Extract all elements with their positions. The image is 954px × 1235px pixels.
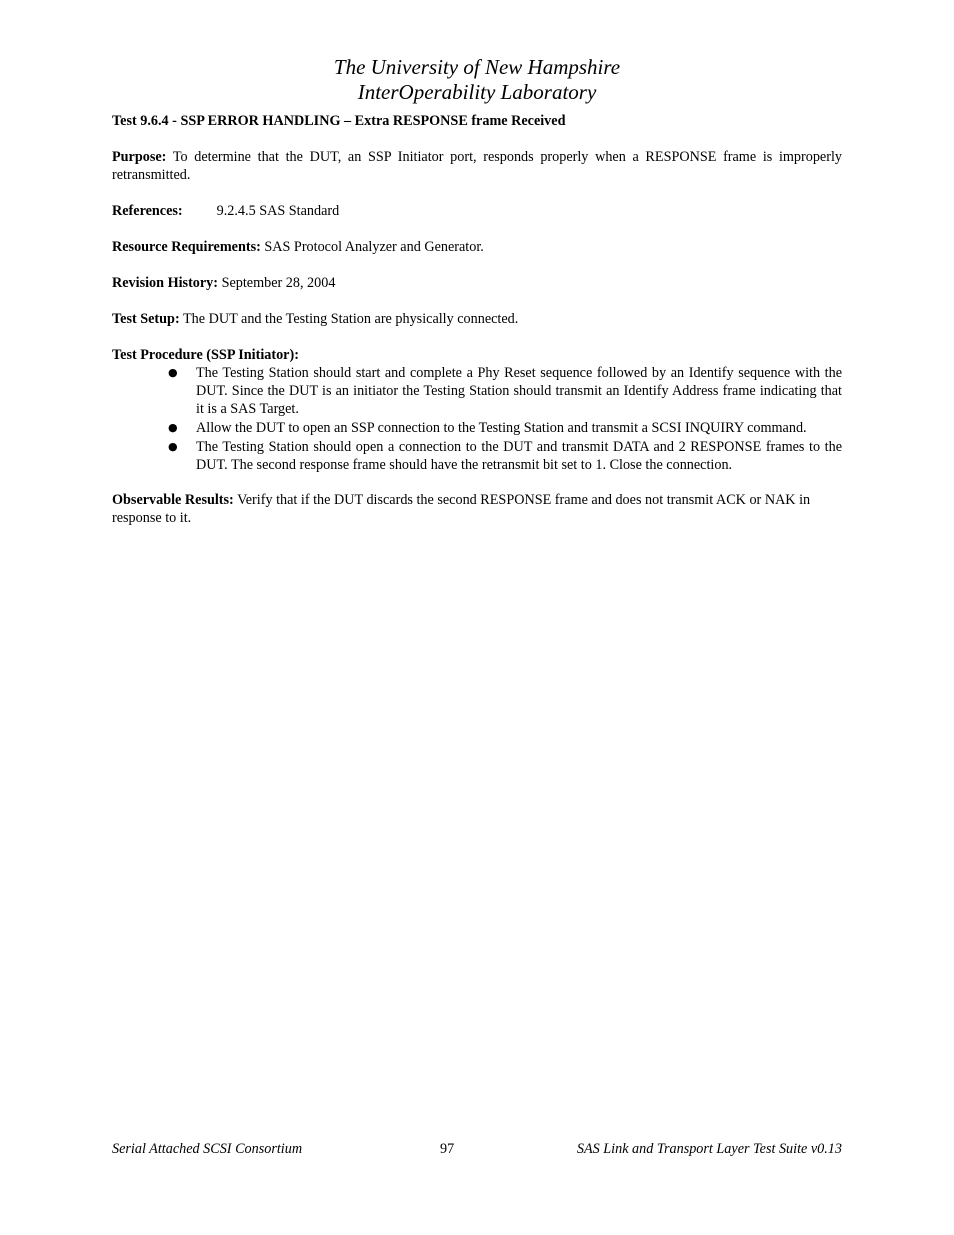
list-item (168, 438, 842, 474)
footer-suite-title: SAS Link and Transport Layer Test Suite v0.13 (576, 1141, 842, 1157)
procedure-step-text: Allow the DUT to open an SSP connection to the Testing Station and transmit a SCSI INQUIRY command. (196, 420, 807, 436)
header-institution: The University of New Hampshire (333, 55, 621, 79)
revision-label: Revision History: (112, 275, 219, 291)
document-body (112, 112, 842, 545)
setup-label: Test Setup: (112, 311, 180, 327)
bullet-icon: ● (168, 440, 178, 453)
results-text: Verify that if the DUT discards the second RESPONSE frame and does not transmit ACK or NAK in response to it. (112, 492, 811, 526)
revision-section (112, 274, 842, 292)
bullet-icon: ● (168, 421, 178, 434)
page-number: 97 (440, 1141, 455, 1157)
procedure-heading: Test Procedure (SSP Initiator): (112, 347, 299, 363)
procedure-steps-list (112, 364, 842, 474)
header-laboratory: InterOperability Laboratory (357, 80, 597, 104)
references-section (112, 202, 842, 220)
references-text: 9.2.4.5 SAS Standard (216, 203, 340, 219)
purpose-text: To determine that the DUT, an SSP Initiator port, responds properly when a RESPONSE frame is improperly retransmitted. (112, 149, 842, 183)
list-item (168, 364, 842, 418)
resources-section (112, 238, 842, 256)
list-item (168, 419, 842, 437)
test-title: Test 9.6.4 - SSP ERROR HANDLING – Extra RESPONSE frame Received (112, 113, 566, 129)
procedure-step-text: The Testing Station should open a connection to the DUT and transmit DATA and 2 RESPONSE frames to the DUT. The second response frame should have the retransmit bit set to 1. Close the connection. (196, 439, 842, 473)
purpose-label: Purpose: (112, 149, 167, 165)
page-footer (112, 1139, 842, 1159)
references-label: References: (112, 203, 183, 219)
setup-text: The DUT and the Testing Station are physically connected. (182, 311, 519, 327)
resources-label: Resource Requirements: (112, 239, 261, 255)
results-label: Observable Results: (112, 492, 234, 508)
results-section (112, 491, 842, 527)
revision-text: September 28, 2004 (221, 275, 336, 291)
procedure-step-text: The Testing Station should start and complete a Phy Reset sequence followed by an Identify sequence with the DUT. Since the DUT is an initiator the Testing Station should transmit an Identify Address frame indicating that it is a SAS Target. (196, 365, 842, 417)
purpose-section (112, 148, 842, 184)
footer-consortium: Serial Attached SCSI Consortium (112, 1141, 303, 1157)
bullet-icon: ● (168, 366, 178, 379)
page-header (0, 55, 954, 105)
resources-text: SAS Protocol Analyzer and Generator. (264, 239, 484, 255)
setup-section (112, 310, 842, 328)
